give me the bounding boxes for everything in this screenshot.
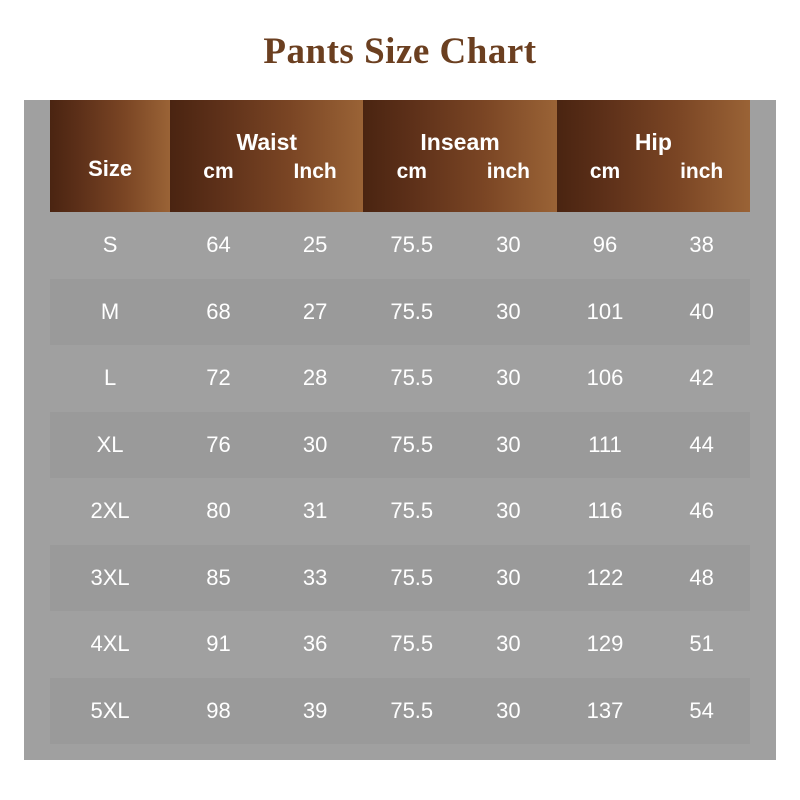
cell-inseam-inch: 30 — [496, 365, 521, 391]
cell-hip-inch: 38 — [689, 232, 714, 258]
cell-hip-cm: 137 — [586, 697, 624, 723]
cell-inseam-inch: 30 — [496, 697, 521, 723]
size-chart-panel — [24, 100, 776, 760]
cell-inseam-inch: 30 — [496, 498, 521, 524]
header-size: Size — [50, 100, 170, 212]
header-hip — [557, 100, 750, 212]
cell-inseam — [363, 212, 556, 279]
table-row — [50, 345, 750, 412]
header-inseam-cm: cm — [396, 159, 427, 183]
cell-waist-inch: 36 — [302, 631, 328, 657]
table-row — [50, 279, 750, 346]
cell-inseam — [363, 412, 556, 479]
cell-waist-inch: 31 — [302, 498, 328, 524]
table-header — [50, 100, 750, 212]
cell-waist-inch: 39 — [302, 697, 328, 723]
cell-hip — [557, 212, 750, 279]
cell-hip-inch: 48 — [689, 564, 714, 590]
cell-hip-inch: 46 — [689, 498, 714, 524]
cell-hip-inch: 42 — [689, 365, 714, 391]
cell-inseam-cm: 75.5 — [390, 431, 434, 457]
cell-inseam-inch: 30 — [496, 298, 521, 324]
header-hip-cm: cm — [589, 159, 621, 183]
cell-inseam-cm: 75.5 — [390, 298, 434, 324]
cell-hip — [557, 545, 750, 612]
cell-waist — [170, 611, 363, 678]
cell-size: 5XL — [90, 697, 130, 723]
cell-hip — [557, 412, 750, 479]
cell-hip-inch: 44 — [689, 431, 714, 457]
cell-inseam — [363, 545, 556, 612]
cell-hip-inch: 51 — [689, 631, 714, 657]
cell-inseam-inch: 30 — [496, 232, 521, 258]
header-waist-cm: cm — [203, 159, 234, 183]
cell-waist-cm: 76 — [206, 431, 231, 457]
cell-waist — [170, 345, 363, 412]
cell-size: XL — [96, 431, 124, 457]
table-row — [50, 412, 750, 479]
cell-size: 4XL — [90, 631, 130, 657]
header-inseam-inch: inch — [486, 159, 530, 183]
cell-inseam — [363, 279, 556, 346]
table-row — [50, 545, 750, 612]
cell-hip-cm: 116 — [587, 498, 623, 524]
cell-inseam-inch: 30 — [496, 431, 521, 457]
header-hip-units — [557, 160, 750, 184]
cell-hip-cm: 111 — [588, 431, 622, 457]
cell-waist — [170, 279, 363, 346]
cell-waist-cm: 64 — [206, 232, 231, 258]
cell-waist-cm: 72 — [206, 365, 231, 391]
header-hip-label: Hip — [634, 128, 672, 155]
cell-hip — [557, 345, 750, 412]
cell-waist — [170, 545, 363, 612]
table-body — [50, 212, 750, 744]
size-chart-table — [50, 100, 750, 744]
cell-waist-inch: 28 — [302, 365, 328, 391]
cell-hip — [557, 678, 750, 745]
cell-waist-cm: 98 — [206, 697, 231, 723]
table-row — [50, 678, 750, 745]
cell-waist-cm: 68 — [206, 298, 231, 324]
cell-waist-inch: 25 — [302, 232, 328, 258]
cell-hip — [557, 279, 750, 346]
cell-size: L — [103, 365, 117, 391]
table-row — [50, 212, 750, 279]
table-row — [50, 478, 750, 545]
cell-hip-cm: 129 — [586, 631, 624, 657]
cell-hip-cm: 106 — [586, 365, 624, 391]
cell-inseam-inch: 30 — [496, 564, 521, 590]
header-waist-inch: Inch — [293, 159, 337, 183]
cell-hip-inch: 54 — [689, 697, 714, 723]
cell-size: 3XL — [90, 564, 130, 590]
table-row — [50, 611, 750, 678]
cell-size: 2XL — [90, 498, 130, 524]
header-waist-label: Waist — [236, 128, 298, 155]
header-inseam-units — [363, 160, 556, 184]
cell-inseam-cm: 75.5 — [390, 564, 434, 590]
cell-inseam — [363, 478, 556, 545]
cell-inseam-inch: 30 — [496, 631, 521, 657]
cell-inseam — [363, 345, 556, 412]
cell-hip-inch: 40 — [689, 298, 714, 324]
cell-hip-cm: 96 — [592, 232, 618, 258]
cell-waist-cm: 80 — [206, 498, 231, 524]
header-waist-units — [170, 160, 363, 184]
cell-waist — [170, 478, 363, 545]
header-hip-inch: inch — [680, 159, 724, 183]
cell-waist-cm: 85 — [206, 564, 231, 590]
cell-waist-inch: 33 — [302, 564, 328, 590]
cell-waist-cm: 91 — [206, 631, 231, 657]
cell-inseam-cm: 75.5 — [390, 365, 434, 391]
cell-waist — [170, 412, 363, 479]
cell-size: S — [102, 232, 118, 258]
header-row — [50, 100, 750, 212]
cell-inseam-cm: 75.5 — [390, 498, 434, 524]
cell-inseam-cm: 75.5 — [390, 631, 434, 657]
cell-inseam-cm: 75.5 — [390, 697, 434, 723]
header-inseam-label: Inseam — [420, 128, 500, 155]
cell-inseam-cm: 75.5 — [390, 232, 434, 258]
cell-hip — [557, 478, 750, 545]
header-inseam — [363, 100, 556, 212]
cell-inseam — [363, 678, 556, 745]
cell-waist — [170, 212, 363, 279]
cell-waist — [170, 678, 363, 745]
cell-waist-inch: 30 — [302, 431, 328, 457]
cell-inseam — [363, 611, 556, 678]
cell-hip-cm: 101 — [586, 298, 624, 324]
cell-waist-inch: 27 — [302, 298, 328, 324]
page-title: Pants Size Chart — [263, 31, 537, 72]
cell-size: M — [100, 298, 120, 324]
header-waist — [170, 100, 363, 212]
cell-hip-cm: 122 — [586, 564, 624, 590]
cell-hip — [557, 611, 750, 678]
